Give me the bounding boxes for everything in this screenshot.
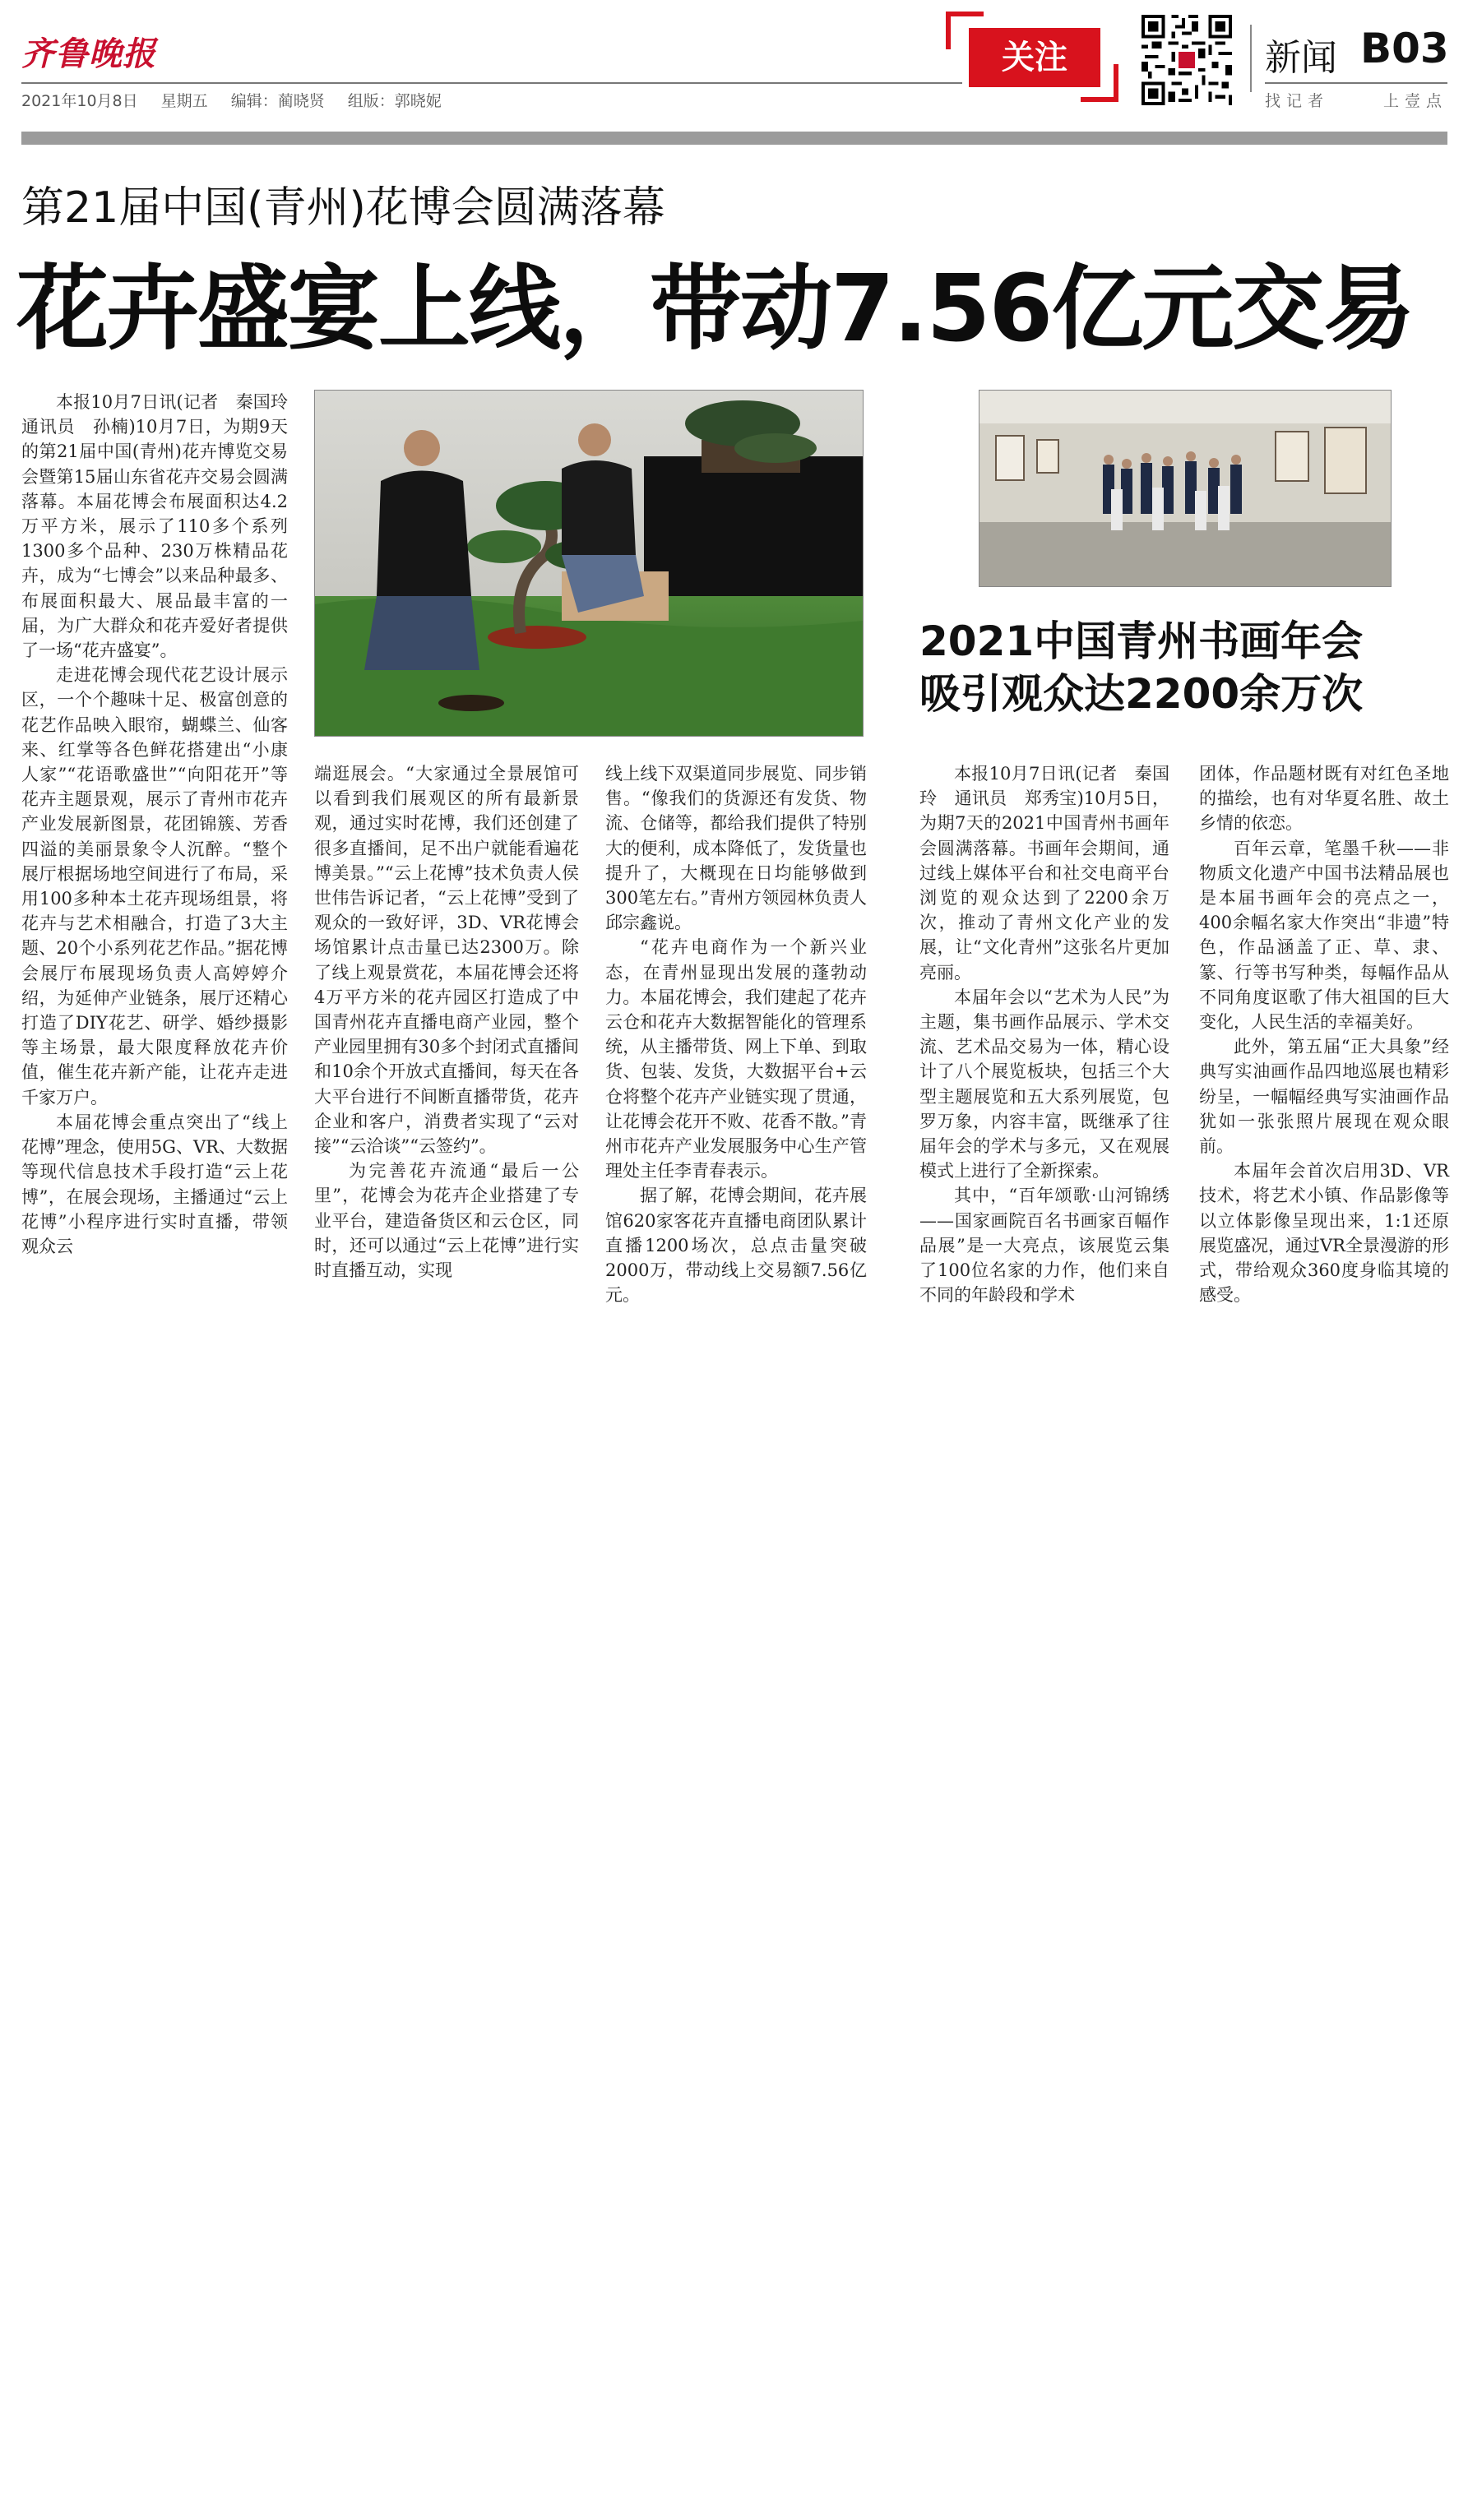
article2-column-1 [919, 761, 1169, 1327]
section-name: 新闻 [1265, 37, 1337, 79]
paragraph: 据了解，花博会期间，花卉展馆620家客花卉直播电商团队累计直播1200场次，总点击量突破2000万，带动线上交易额7.56亿元。 [605, 1186, 867, 1306]
paragraph: 其中，“百年颂歌·山河锦绣——国家画院百名书画家百幅作品展”是一大亮点，该展览云集了100位名家的力作，他们来自不同的年龄段和学术 [919, 1186, 1169, 1306]
qr-code-icon[interactable] [1138, 12, 1235, 109]
masthead-logo: 齐鲁晚报 [21, 35, 156, 73]
paragraph: 此外，第五届“正大具象”经典写实油画作品四地巡展也精彩纷呈，一幅幅经典写实油画作品犹如一张张照片展现在观众眼前。 [1199, 1037, 1449, 1157]
exhibition-photo [979, 390, 1392, 587]
paragraph: 本报10月7日讯(记者 秦国玲 通讯员 郑秀宝)10月5日，为期7天的2021中国青州书画年会圆满落幕。书画年会期间，通过线上媒体平台和社交电商平台浏览的观众达到了2200余万次，推动了青州文化产业的发展，让“文化青州”这张名片更加亮丽。 [919, 764, 1169, 983]
article-kicker: 第21届中国(青州)花博会圆满落幕 [21, 183, 665, 233]
issue-meta [21, 89, 460, 111]
article2-headline-line-1: 2021中国青州书画年会 [919, 617, 1364, 665]
issue-weekday: 星期五 [160, 92, 208, 110]
slogan-left: 找记者 [1265, 92, 1330, 110]
paragraph: “花卉电商作为一个新兴业态，在青州显现出发展的蓬勃动力。本届花博会，我们建起了花卉云仓和花卉大数据智能化的管理系统，从主播带货、网上下单、到取货、包装、发货，大数据平台+云仓将整个花卉产业链实现了贯通，让花博会花开不败、花香不散。”青州市花卉产业发展服务中心生产管理处主任李青春表示。 [605, 937, 867, 1181]
article1-column-1 [21, 390, 305, 1327]
header-gray-bar [21, 132, 1447, 145]
paragraph: 百年云章，笔墨千秋——非物质文化遗产中国书法精品展也是本届书画年会的亮点之一，400余幅名家大作突出“非遗”特色，作品涵盖了正、草、隶、篆、行等书写种类，每幅作品从不同角度讴歌了伟大祖国的巨大变化，人民生活的幸福美好。 [1199, 838, 1449, 1033]
paragraph: 端逛展会。“大家通过全景展馆可以看到我们展观区的所有最新景观，通过实时花博，我们还创建了很多直播间，足不出户就能看遍花博美景。”“云上花博”技术负责人侯世伟告诉记者，“云上花博”受到了观众的一致好评，3D、VR花博会场馆累计点击量已达2300万。除了线上观景赏花，本届花博会还将4万平方米的花卉园区打造成了中国青州花卉直播电商产业园，整个产业园里拥有30多个封闭式直播间和10余个开放式直播间，每天在各大平台进行不间断直播带货，花卉企业和客户，消费者实现了“云对接”“云洽谈”“云签约”。 [314, 764, 579, 1157]
article-headline: 花卉盛宴上线，带动7.56亿元交易 [16, 256, 1414, 363]
follow-button[interactable]: 关注 [969, 28, 1100, 87]
issue-date: 2021年10月8日 [21, 92, 138, 110]
paragraph: 为完善花卉流通“最后一公里”，花博会为花卉企业搭建了专业平台，建造备货区和云仓区，同时，还可以通过“云上花博”进行实时直播互动，实现 [314, 1161, 579, 1281]
paragraph: 线上线下双渠道同步展览、同步销售。“像我们的货源还有发货、物流、仓储等，都给我们提供了特别大的便利，成本降低了，发货量也提升了，大概现在日均能够做到300笔左右。”青州方领园林负责人邱宗鑫说。 [605, 764, 867, 933]
header-divider [1250, 25, 1252, 92]
paragraph: 团体，作品题材既有对红色圣地的描绘，也有对华夏名胜、故土乡情的依恋。 [1199, 764, 1449, 834]
paragraph: 本届年会首次启用3D、VR技术，将艺术小镇、作品影像等以立体影像呈现出来，1:1还原展览盛况，通过VR全景漫游的形式，带给观众360度身临其境的感受。 [1199, 1161, 1449, 1306]
slogan-right: 上壹点 [1382, 92, 1447, 110]
editor-credit: 编辑：蔺晓贤 [230, 92, 325, 110]
bonsai-photo [314, 390, 864, 737]
paragraph: 本届年会以“艺术为人民”为主题，集书画作品展示、学术交流、艺术品交易为一体，精心设计了八个展览板块，包括三个大型主题展览和五大系列展览，包罗万象，内容丰富，既继承了往届年会的学术与多元，又在观展模式上进行了全新探索。 [919, 987, 1169, 1181]
header-rule [21, 82, 962, 84]
designer-credit: 组版：郭晓妮 [347, 92, 442, 110]
paragraph: 本届花博会重点突出了“线上花博”理念，使用5G、VR、大数据等现代信息技术手段打造“云上花博”，在展会现场，主播通过“云上花博”小程序进行实时直播，带领观众云 [21, 1112, 288, 1256]
article1-column-2 [314, 761, 579, 1327]
article2-column-2 [1199, 761, 1449, 1327]
slogan [1265, 89, 1447, 111]
article1-column-3 [605, 761, 867, 1327]
paragraph: 本报10月7日讯(记者 秦国玲 通讯员 孙楠)10月7日，为期9天的第21届中国(青州)花卉博览交易会暨第15届山东省花卉交易会圆满落幕。本届花博会布展面积达4.2万平方米，展示了110多个系列1300多个品种、230万株精品花卉，成为“七博会”以来品种最多、布展面积最大、展品最丰富的一届，为广大群众和花卉爱好者提供了一场“花卉盛宴”。 [21, 392, 305, 661]
article2-headline [919, 615, 1446, 720]
page-number: B03 [1360, 25, 1449, 72]
paragraph: 走进花博会现代花艺设计展示区，一个个趣味十足、极富创意的花艺作品映入眼帘，蝴蝶兰、仙客来、红掌等各色鲜花搭建出“小康人家”“花语歌盛世”“向阳花开”等花卉主题景观，展示了青州市花卉产业发展新图景，花团锦簇、芳香四溢的美丽景象令人沉醉。“整个展厅根据场地空间进行了布局，采用100多种本土花卉现场组景，将花卉与艺术相融合，打造了3大主题、20个小系列花艺作品。”据花博会展厅布展现场负责人高婷婷介绍，为延伸产业链条，展厅还精心打造了DIY花艺、研学、婚纱摄影等主场景，最大限度释放花卉价值，催生花卉新产能，让花卉走进千家万户。 [21, 665, 288, 1107]
article2-headline-line-2: 吸引观众达2200余万次 [919, 670, 1364, 718]
header-right-rule [1265, 82, 1447, 84]
